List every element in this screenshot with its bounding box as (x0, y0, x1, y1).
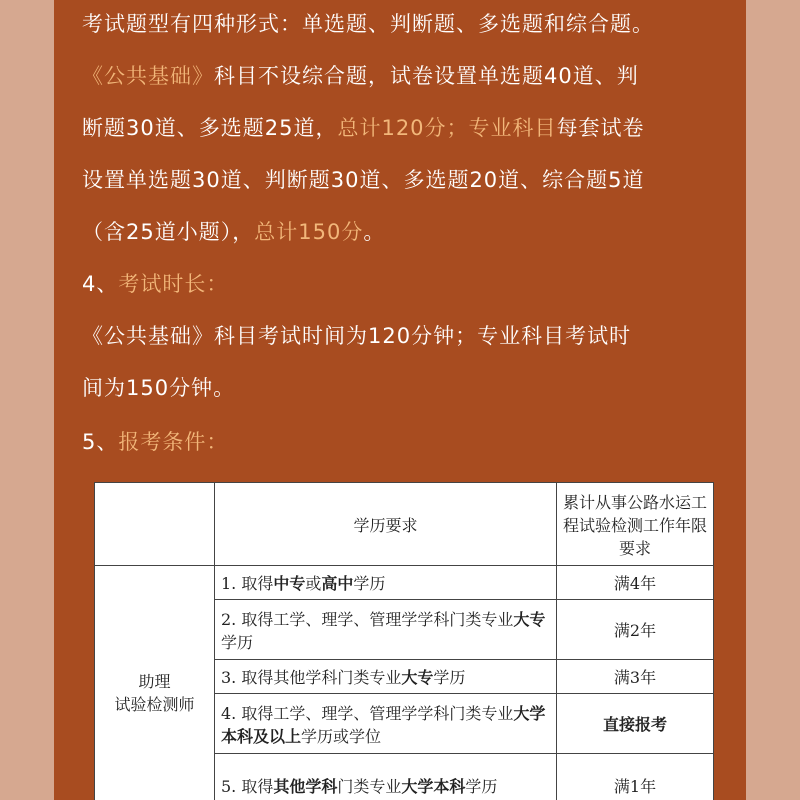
years-cell: 满1年 (557, 754, 714, 800)
requirement-text: 学历 (465, 777, 498, 796)
requirement-text: 4. 取得工学、理学、管理学学科门类专业 (221, 703, 514, 723)
requirement-text: 1. 取得 (221, 574, 274, 593)
years-cell: 满4年 (557, 566, 714, 600)
requirement-text: 学历 (433, 668, 466, 687)
years-cell: 满3年 (557, 660, 714, 694)
eligibility-table (94, 482, 714, 800)
highlight-text: 总计120分； (337, 116, 469, 140)
content-panel (54, 0, 746, 800)
requirement-text: 3. 取得其他学科门类专业 (221, 668, 402, 687)
highlight-text: 专业科目 (468, 116, 557, 140)
body-text: 断题30道、多选题25道， (82, 116, 338, 140)
body-text: （含25道小题）， (82, 220, 255, 244)
table-row (95, 566, 714, 600)
requirement-text: 中专 (273, 574, 306, 593)
body-text: 《公共基础》科目考试时间为120分钟；专业科目考试时 (82, 324, 632, 348)
body-text: 间为150分钟。 (82, 376, 236, 400)
text-line-6 (82, 268, 722, 298)
requirement-text: 2. 取得工学、理学、管理学学科门类专业 (221, 609, 514, 629)
requirement-text: 学历 (221, 632, 254, 652)
body-text: 考试题型有四种形式：单选题、判断题、多选题和综合题。 (82, 12, 654, 36)
text-line-1 (82, 8, 722, 38)
body-text: 。 (363, 220, 386, 244)
requirement-text: 大专 (401, 668, 434, 687)
text-line-7 (82, 320, 722, 350)
table-header-row (95, 483, 714, 566)
requirement-cell (215, 694, 557, 754)
highlight-text: 报考条件： (118, 430, 229, 454)
highlight-text: 《公共基础》 (82, 64, 214, 88)
text-line-5 (82, 216, 722, 246)
group-label-line1: 助理 (138, 671, 171, 691)
requirement-text: 高中 (321, 574, 354, 593)
requirement-text: 学历 (353, 574, 386, 593)
requirement-text: 或 (305, 574, 322, 593)
table-header-col2: 累计从事公路水运工程试验检测工作年限要求 (557, 483, 714, 566)
requirement-cell (215, 566, 557, 600)
table-header-col0 (95, 483, 215, 566)
requirement-text: 学历或学位 (301, 726, 382, 746)
requirement-text: 5. 取得 (221, 777, 274, 796)
body-text: 5、 (82, 430, 119, 454)
body-text: 设置单选题30道、判断题30道、多选题20道、综合题5道 (82, 168, 645, 192)
requirement-text: 大学本科 (401, 777, 466, 796)
body-text: 4、 (82, 272, 119, 296)
requirement-cell (215, 660, 557, 694)
years-cell: 直接报考 (557, 694, 714, 754)
body-text: 每套试卷 (556, 116, 645, 140)
highlight-text: 总计150分 (254, 220, 364, 244)
text-line-9 (82, 426, 722, 456)
requirement-cell (215, 600, 557, 660)
text-line-3 (82, 112, 722, 142)
requirement-text: 其他学科 (273, 777, 338, 796)
requirement-text: 大专 (513, 609, 546, 629)
highlight-text: 考试时长： (118, 272, 229, 296)
group-label-line2: 试验检测师 (114, 694, 195, 714)
text-line-2 (82, 60, 722, 90)
years-cell: 满2年 (557, 600, 714, 660)
requirement-text: 门类专业 (337, 777, 402, 796)
text-line-4 (82, 164, 722, 194)
eligibility-table-wrap (94, 482, 714, 800)
requirement-text: 大学本科及以上 (221, 703, 546, 746)
group-label-cell (95, 566, 215, 800)
table-header-col1: 学历要求 (215, 483, 557, 566)
body-text: 科目不设综合题，试卷设置单选题40道、判 (214, 64, 639, 88)
text-line-8 (82, 372, 722, 402)
requirement-cell (215, 754, 557, 800)
